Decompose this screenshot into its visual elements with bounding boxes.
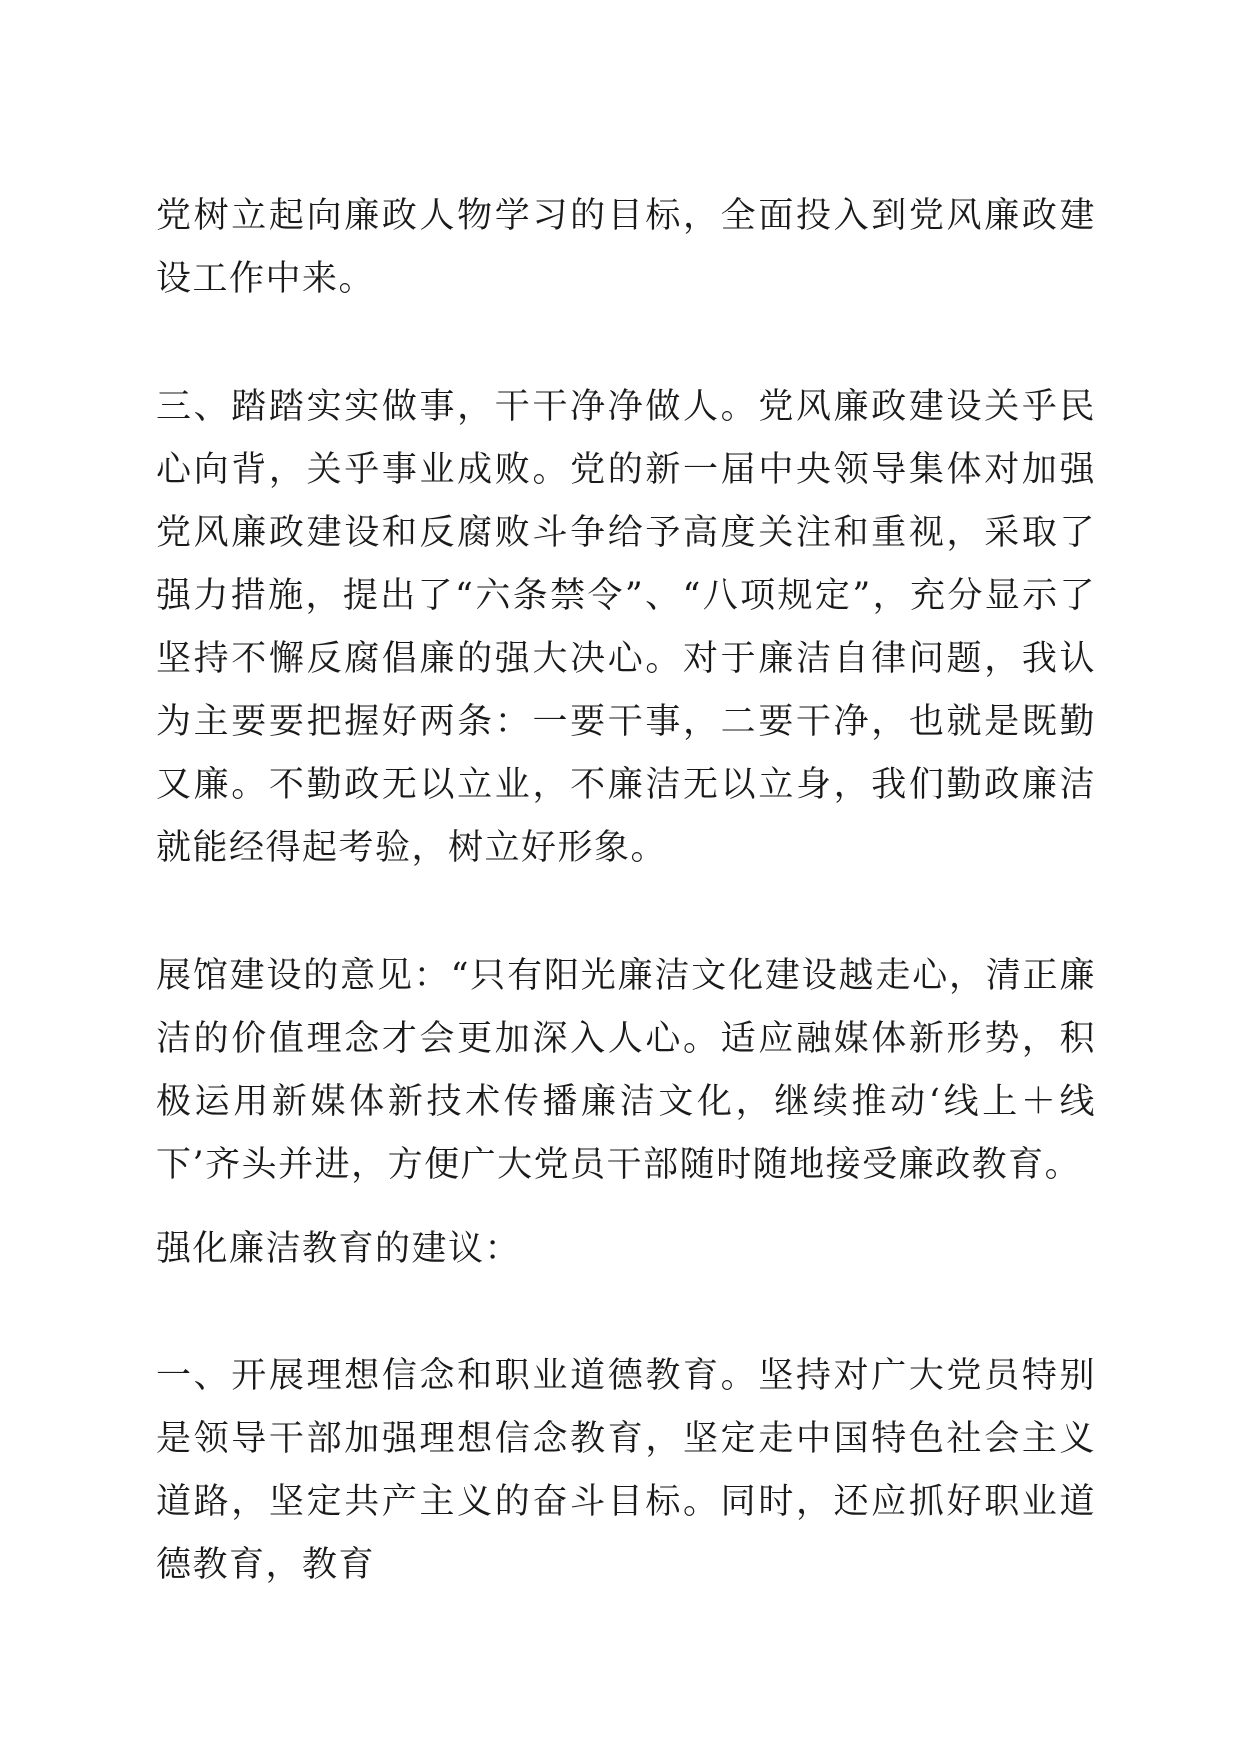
paragraph-education-suggestion-heading: 强化廉洁教育的建议：	[156, 1229, 522, 1269]
paragraph-study-goal: 党树立起向廉政人物学习的目标，全面投入到党风廉政建设工作中来。	[156, 196, 1096, 299]
paragraph-section-one: 一、开展理想信念和职业道德教育。坚持对广大党员特别是领导干部加强理想信念教育，坚定走中国特色社会主义道路，坚定共产主义的奋斗目标。同时，还应抓好职业道德教育，教育	[156, 1356, 1096, 1585]
paragraph-section-three: 三、踏踏实实做事，干干净净做人。党风廉政建设关乎民心向背，关乎事业成败。党的新一届中央领导集体对加强党风廉政建设和反腐败斗争给予高度关注和重视，采取了强力措施，提出了“六条禁令”、“八项规定”，充分显示了坚持不懈反腐倡廉的强大决心。对于廉洁自律问题，我认为主要要把握好两条：一要干事，二要干净，也就是既勤又廉。不勤政无以立业，不廉洁无以立身，我们勤政廉洁就能经得起考验，树立好形象。	[156, 387, 1096, 868]
paragraph-exhibition-opinion: 展馆建设的意见：“只有阳光廉洁文化建设越走心，清正廉洁的价值理念才会更加深入人心。适应融媒体新形势，积极运用新媒体新技术传播廉洁文化，继续推动‘线上＋线下’齐头并进，方便广大党员干部随时随地接受廉政教育。	[156, 956, 1096, 1185]
